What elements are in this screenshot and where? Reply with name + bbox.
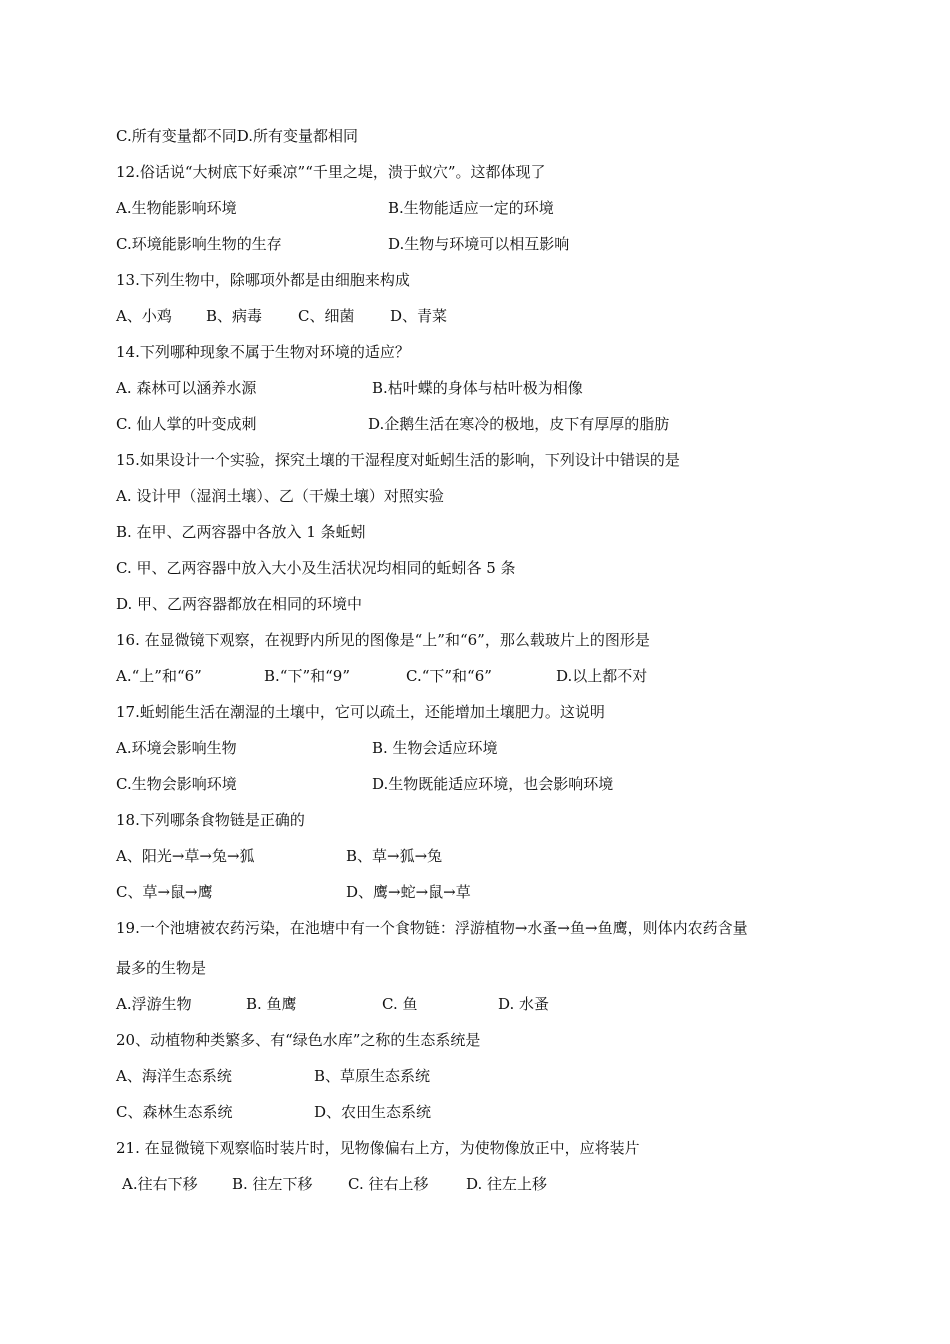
q21-option-b: B. 往左下移 — [232, 1175, 313, 1193]
q12-option-b: B.生物能适应一定的环境 — [388, 199, 554, 217]
q19-option-b: B. 鱼鹰 — [246, 995, 297, 1013]
q14-option-d: D.企鹅生活在寒冷的极地，皮下有厚厚的脂肪 — [368, 415, 670, 433]
question-19: 19.一个池塘被农药污染，在池塘中有一个食物链：浮游植物→水蚤→鱼→鱼鹰，则体内农药含量 — [116, 919, 748, 937]
q13-option-d: D、青菜 — [390, 307, 448, 325]
question-15: 15.如果设计一个实验，探究土壤的干湿程度对蚯蚓生活的影响，下列设计中错误的是 — [116, 451, 680, 469]
q13-option-b: B、病毒 — [206, 307, 263, 325]
q12-option-a: A.生物能影响环境 — [116, 199, 237, 217]
q15-option-d: D. 甲、乙两容器都放在相同的环境中 — [116, 595, 363, 613]
q15-option-b: B. 在甲、乙两容器中各放入 1 条蚯蚓 — [116, 523, 366, 541]
q20-option-a: A、海洋生态系统 — [116, 1067, 232, 1085]
q16-option-c: C.“下”和“6” — [406, 667, 492, 685]
q14-option-a: A. 森林可以涵养水源 — [116, 379, 257, 397]
q18-option-c: C、草→鼠→鹰 — [116, 883, 213, 901]
q16-option-a: A.“上”和“6” — [116, 667, 202, 685]
question-18: 18.下列哪条食物链是正确的 — [116, 811, 305, 829]
q17-option-c: C.生物会影响环境 — [116, 775, 237, 793]
question-13: 13.下列生物中，除哪项外都是由细胞来构成 — [116, 271, 410, 289]
question-21: 21. 在显微镜下观察临时装片时，见物像偏右上方，为使物像放正中，应将装片 — [116, 1139, 640, 1157]
q20-option-b: B、草原生态系统 — [314, 1067, 431, 1085]
q15-option-a: A. 设计甲（湿润土壤）、乙（干燥土壤）对照实验 — [116, 487, 444, 505]
q12-option-c: C.环境能影响生物的生存 — [116, 235, 282, 253]
q16-option-d: D.以上都不对 — [556, 667, 648, 685]
q13-option-c: C、细菌 — [298, 307, 355, 325]
q20-option-d: D、农田生态系统 — [314, 1103, 432, 1121]
q15-option-c: C. 甲、乙两容器中放入大小及生活状况均相同的蚯蚓各 5 条 — [116, 559, 516, 577]
question-19-continued: 最多的生物是 — [116, 959, 207, 977]
question-12: 12.俗话说“大树底下好乘凉”“千里之堤，溃于蚁穴”。这都体现了 — [116, 163, 546, 181]
q17-option-a: A.环境会影响生物 — [116, 739, 237, 757]
q18-option-a: A、阳光→草→兔→狐 — [116, 847, 255, 865]
q19-option-c: C. 鱼 — [382, 995, 418, 1013]
q16-option-b: B.“下”和“9” — [264, 667, 351, 685]
q21-option-a: A.往右下移 — [122, 1175, 198, 1193]
q19-option-a: A.浮游生物 — [116, 995, 192, 1013]
q18-option-d: D、鹰→蛇→鼠→草 — [346, 883, 471, 901]
q18-option-b: B、草→狐→兔 — [346, 847, 443, 865]
question-20: 20、动植物种类繁多、有“绿色水库”之称的生态系统是 — [116, 1031, 481, 1049]
q11-options-cd: C.所有变量都不同D.所有变量都相同 — [116, 127, 358, 145]
question-17: 17.蚯蚓能生活在潮湿的土壤中，它可以疏土，还能增加土壤肥力。这说明 — [116, 703, 605, 721]
question-16: 16. 在显微镜下观察，在视野内所见的图像是“上”和“6”，那么载玻片上的图形是 — [116, 631, 650, 649]
q17-option-d: D.生物既能适应环境，也会影响环境 — [372, 775, 614, 793]
q17-option-b: B. 生物会适应环境 — [372, 739, 498, 757]
q14-option-c: C. 仙人掌的叶变成刺 — [116, 415, 257, 433]
q13-option-a: A、小鸡 — [116, 307, 172, 325]
q12-option-d: D.生物与环境可以相互影响 — [388, 235, 570, 253]
q21-option-c: C. 往右上移 — [348, 1175, 429, 1193]
q20-option-c: C、森林生态系统 — [116, 1103, 233, 1121]
q19-option-d: D. 水蚤 — [498, 995, 550, 1013]
q14-option-b: B.枯叶蝶的身体与枯叶极为相像 — [372, 379, 583, 397]
q21-option-d: D. 往左上移 — [466, 1175, 548, 1193]
question-14: 14.下列哪种现象不属于生物对环境的适应？ — [116, 343, 410, 361]
